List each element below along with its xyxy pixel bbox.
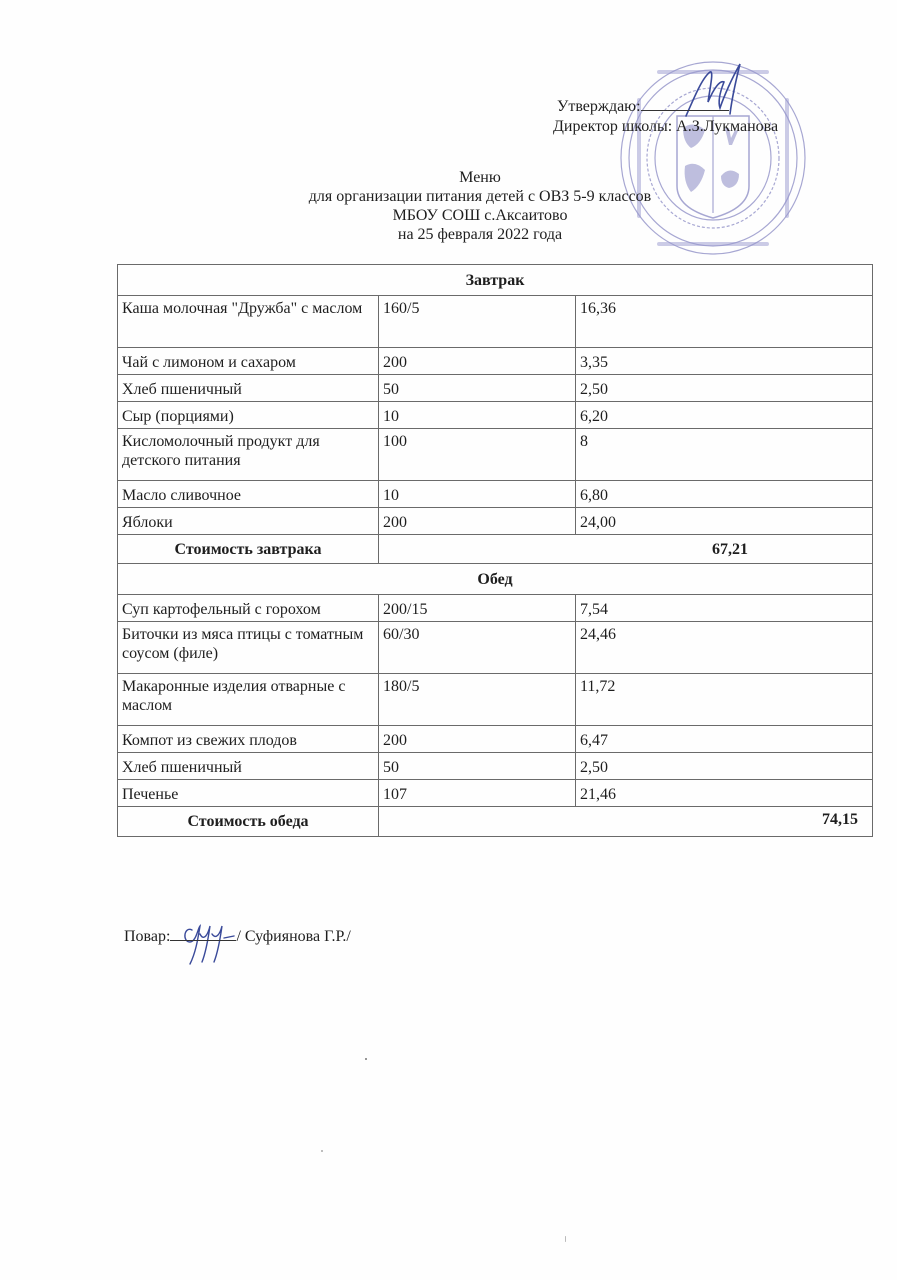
dish-portion: 60/30 — [379, 622, 576, 674]
table-row — [118, 726, 873, 753]
document-header — [260, 168, 700, 244]
dish-portion: 200 — [379, 726, 576, 753]
dish-price: 2,50 — [576, 753, 873, 780]
dish-name: Компот из свежих плодов — [118, 726, 379, 753]
lunch-total-label: Стоимость обеда — [118, 807, 379, 837]
table-row — [118, 348, 873, 375]
dish-price: 3,35 — [576, 348, 873, 375]
table-row — [118, 753, 873, 780]
lunch-total-row — [118, 807, 873, 837]
table-row — [118, 674, 873, 726]
dish-name: Яблоки — [118, 508, 379, 535]
lunch-section-row — [118, 564, 873, 595]
breakfast-section-label: Завтрак — [118, 265, 873, 296]
dish-price: 7,54 — [576, 595, 873, 622]
dish-name: Чай с лимоном и сахаром — [118, 348, 379, 375]
document-subtitle: для организации питания детей с ОВЗ 5-9 классов — [308, 188, 652, 205]
dish-name: Хлеб пшеничный — [118, 753, 379, 780]
dish-price: 8 — [576, 429, 873, 481]
dish-name: Печенье — [118, 780, 379, 807]
dish-portion: 10 — [379, 402, 576, 429]
dish-portion: 50 — [379, 753, 576, 780]
dish-price: 6,80 — [576, 481, 873, 508]
breakfast-total-value: 67,21 — [379, 535, 873, 564]
breakfast-total-label: Стоимость завтрака — [118, 535, 379, 564]
dish-price: 24,00 — [576, 508, 873, 535]
table-row — [118, 402, 873, 429]
dish-name: Сыр (порциями) — [118, 402, 379, 429]
scan-speck — [365, 1058, 367, 1060]
table-row — [118, 622, 873, 674]
dish-price: 6,47 — [576, 726, 873, 753]
lunch-section-label: Обед — [118, 564, 873, 595]
dish-portion: 200/15 — [379, 595, 576, 622]
dish-portion: 200 — [379, 348, 576, 375]
table-row — [118, 508, 873, 535]
cook-signature-line — [170, 926, 236, 941]
table-row — [118, 595, 873, 622]
dish-name: Хлеб пшеничный — [118, 375, 379, 402]
dish-portion: 107 — [379, 780, 576, 807]
scan-speck — [565, 1236, 566, 1242]
table-row — [118, 780, 873, 807]
breakfast-total-row — [118, 535, 873, 564]
document-title: Меню — [459, 169, 501, 186]
approval-block — [553, 96, 778, 137]
breakfast-section-row — [118, 265, 873, 296]
dish-price: 24,46 — [576, 622, 873, 674]
table-row — [118, 429, 873, 481]
school-name: МБОУ СОШ с.Аксаитово — [392, 207, 568, 224]
dish-name: Суп картофельный с горохом — [118, 595, 379, 622]
lunch-total-value: 74,15 — [379, 807, 873, 837]
dish-name: Биточки из мяса птицы с томатным соусом (филе) — [118, 622, 379, 674]
cook-label: Повар: — [124, 928, 171, 945]
dish-price: 2,50 — [576, 375, 873, 402]
menu-table — [117, 264, 873, 837]
dish-portion: 10 — [379, 481, 576, 508]
menu-date: на 25 февраля 2022 года — [397, 226, 563, 243]
table-row — [118, 296, 873, 348]
cook-name: / Суфиянова Г.Р./ — [236, 928, 351, 945]
dish-name: Макаронные изделия отварные с маслом — [118, 674, 379, 726]
dish-portion: 200 — [379, 508, 576, 535]
dish-portion: 180/5 — [379, 674, 576, 726]
director-label: Директор школы: А.З.Лукманова — [553, 118, 779, 135]
dish-price: 11,72 — [576, 674, 873, 726]
dish-portion: 100 — [379, 429, 576, 481]
dish-price: 6,20 — [576, 402, 873, 429]
table-row — [118, 481, 873, 508]
cook-signature-block — [124, 926, 351, 946]
approve-signature-line — [641, 96, 729, 111]
dish-price: 16,36 — [576, 296, 873, 348]
dish-name: Масло сливочное — [118, 481, 379, 508]
table-row — [118, 375, 873, 402]
approve-label: Утверждаю: — [557, 98, 641, 115]
scan-speck — [321, 1150, 323, 1152]
dish-price: 21,46 — [576, 780, 873, 807]
dish-name: Каша молочная "Дружба" с маслом — [118, 296, 379, 348]
dish-name: Кисломолочный продукт для детского питания — [118, 429, 379, 481]
dish-portion: 50 — [379, 375, 576, 402]
dish-portion: 160/5 — [379, 296, 576, 348]
